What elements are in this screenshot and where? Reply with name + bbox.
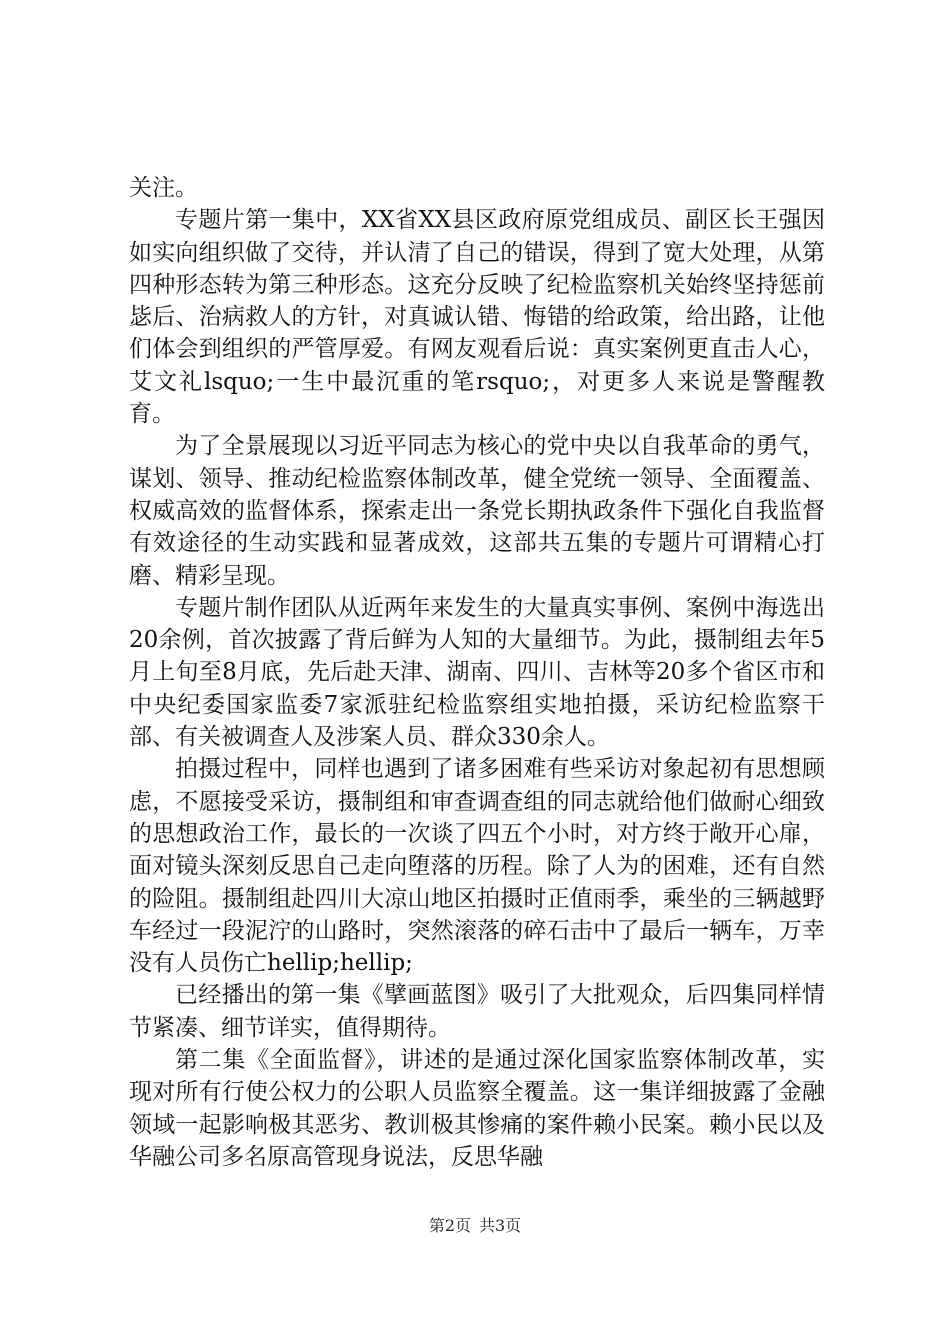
paragraph: 专题片制作团队从近两年来发生的大量真实事例、案例中海选出20余例，首次披露了背后鲜为人知的大量细节。为此，摄制组去年5月上旬至8月底，先后赴天津、湖南、四川、吉林等20多个省区市和中央纪委国家监委7家派驻纪检监察组实地拍摄，采访纪检监察干部、有关被调查人及涉案人员、群众330余人。	[129, 594, 825, 751]
document-body	[129, 172, 825, 1173]
page-total: 共3页	[479, 1216, 522, 1235]
paragraph: 第二集《全面监督》，讲述的是通过深化国家监察体制改革，实现对所有行使公权力的公职人员监察全覆盖。这一集详细披露了金融领域一起影响极其恶劣、教训极其惨痛的案件赖小民案。赖小民以及华融公司多名原高管现身说法，反思华融	[129, 1047, 825, 1170]
paragraph: 为了全景展现以习近平同志为核心的党中央以自我革命的勇气，谋划、领导、推动纪检监察体制改革，健全党统一领导、全面覆盖、权威高效的监督体系，探索走出一条党长期执政条件下强化自我监督有效途径的生动实践和显著成效，这部共五集的专题片可谓精心打磨、精彩呈现。	[129, 433, 825, 589]
paragraph: 拍摄过程中，同样也遇到了诸多困难有些采访对象起初有思想顾虑，不愿接受采访，摄制组和审查调查组的同志就给他们做耐心细致的思想政治工作，最长的一次谈了四五个小时，对方终于敞开心扉，面对镜头深刻反思自己走向堕落的历程。除了人为的困难，还有自然的险阻。摄制组赴四川大凉山地区拍摄时正值雨季，乘坐的三辆越野车经过一段泥泞的山路时，突然滚落的碎石击中了最后一辆车，万幸没有人员伤亡hellip;hellip;	[129, 756, 825, 977]
paragraph: 已经播出的第一集《擘画蓝图》吸引了大批观众，后四集同样情节紧凑、细节详实，值得期待。	[129, 982, 825, 1041]
page-number: 第2页	[428, 1216, 471, 1235]
page-footer	[0, 1216, 950, 1236]
paragraph-continuation: 关注。	[129, 175, 198, 201]
paragraph: 专题片第一集中，XX省XX县区政府原党组成员、副区长王强因如实向组织做了交待，并认清了自己的错误，得到了宽大处理，从第四种形态转为第三种形态。这充分反映了纪检监察机关始终坚持惩前毖后、治病救人的方针，对真诚认错、悔错的给政策，给出路，让他们体会到组织的严管厚爱。有网友观看后说：真实案例更直击人心，艾文礼lsquo;一生中最沉重的笔rsquo;，对更多人来说是警醒教育。	[129, 207, 825, 428]
